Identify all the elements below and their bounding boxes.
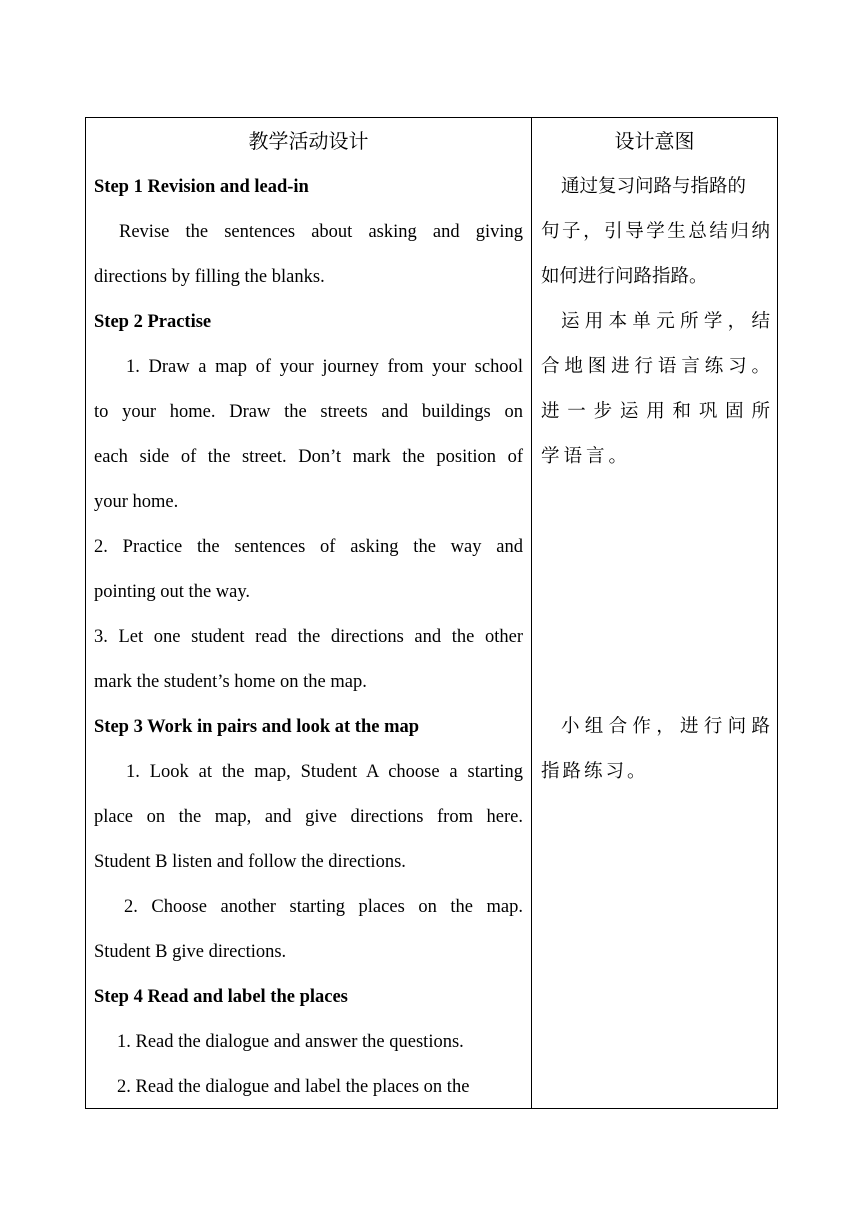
teaching-activities-column	[86, 118, 531, 1108]
intent-line: 指路练习。	[541, 761, 649, 782]
text-line: 1. Read the dialogue and answer the questions.	[117, 1032, 464, 1052]
text-line: Revise the sentences about asking and giving	[119, 222, 523, 242]
intent-line: 句子，引导学生总结归纳	[541, 221, 770, 242]
text-line: mark the student’s home on the map.	[94, 672, 367, 692]
intent-line: 运用本单元所学，结	[561, 311, 770, 332]
text-line: each side of the street. Don’t mark the position of	[94, 447, 523, 467]
intent-line: 合地图进行语言练习。	[541, 356, 770, 377]
text-line: 1. Look at the map, Student A choose a starting	[126, 762, 523, 782]
intent-line: 如何进行问路指路。	[541, 266, 708, 287]
lesson-plan-table	[85, 117, 778, 1109]
step-4-heading: Step 4 Read and label the places	[94, 987, 348, 1007]
text-line: Student B give directions.	[94, 942, 287, 962]
step-3-heading: Step 3 Work in pairs and look at the map	[94, 717, 420, 737]
intent-line: 通过复习问路与指路的	[561, 176, 747, 197]
text-line: your home.	[94, 492, 179, 512]
text-line: 2. Practice the sentences of asking the way and	[94, 537, 523, 557]
text-line: 1. Draw a map of your journey from your school	[126, 357, 523, 377]
text-line: place on the map, and give directions from here.	[94, 807, 523, 827]
design-intent-column	[532, 118, 777, 1108]
text-line: directions by filling the blanks.	[94, 267, 325, 287]
text-line: to your home. Draw the streets and buildings on	[94, 402, 523, 422]
text-line: 2. Read the dialogue and label the places on the	[117, 1077, 470, 1097]
step-1-heading: Step 1 Revision and lead-in	[94, 177, 309, 197]
text-line: 2. Choose another starting places on the map.	[124, 897, 523, 917]
text-line: 3. Let one student read the directions and the other	[94, 627, 523, 647]
intent-line: 进一步运用和巩固所	[541, 401, 770, 422]
right-column-header: 设计意图	[614, 129, 695, 153]
left-column-header: 教学活动设计	[248, 129, 369, 153]
step-2-heading: Step 2 Practise	[94, 312, 212, 332]
text-line: pointing out the way.	[94, 582, 251, 602]
text-line: Student B listen and follow the directions.	[94, 852, 406, 872]
intent-line: 学语言。	[541, 446, 632, 467]
intent-line: 小组合作，进行问路	[561, 716, 770, 737]
